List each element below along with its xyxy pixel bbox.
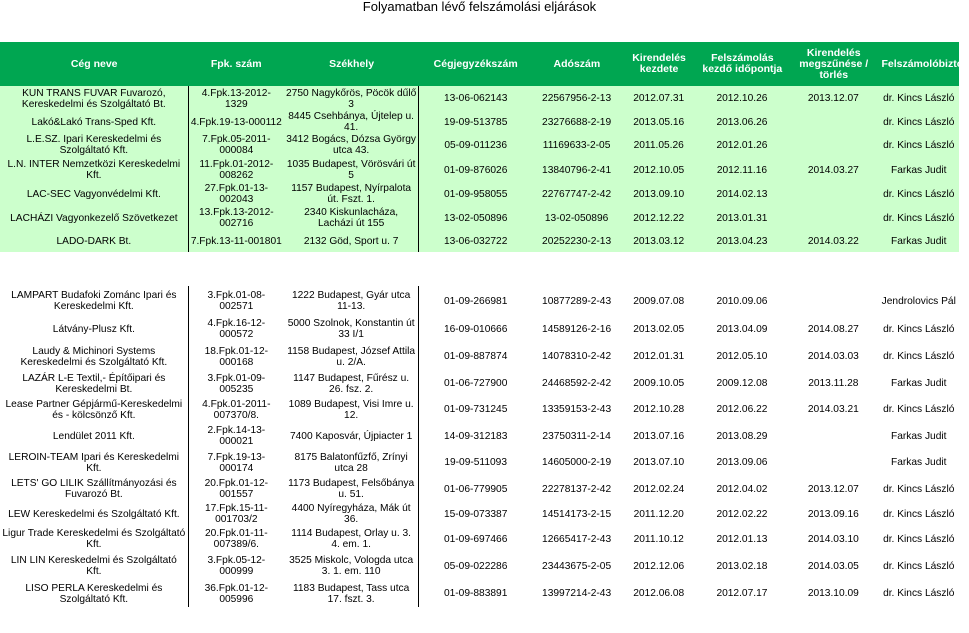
liquidation-start: 2013.01.31	[696, 205, 787, 231]
appointment-start: 2009.10.05	[621, 371, 696, 396]
company-name: L.E.SZ. Ipari Kereskedelmi és Szolgáltató Kft.	[0, 133, 188, 157]
seat-address: 8175 Balatonfűzfő, Zrínyi utca 28	[284, 449, 419, 476]
header-registry: Cégjegyzékszám	[419, 42, 532, 86]
tax-number: 13997214-2-43	[532, 580, 621, 607]
liquidation-start: 2012.10.26	[696, 86, 787, 111]
tax-number: 23443675-2-05	[532, 552, 621, 580]
registry-number: 01-09-958055	[419, 183, 532, 205]
company-name: Lakó&Lakó Trans-Sped Kft.	[0, 111, 188, 133]
seat-address: 1158 Budapest, József Attila u. 2/A.	[284, 342, 419, 371]
tax-number: 14605000-2-19	[532, 449, 621, 476]
liquidator: dr. Kincs László	[879, 526, 959, 552]
table-row	[0, 449, 959, 476]
tax-number: 22278137-2-42	[532, 476, 621, 502]
active-cases-table	[0, 86, 959, 252]
appointment-start: 2012.10.28	[621, 396, 696, 423]
liquidation-start: 2013.08.29	[696, 423, 787, 449]
liquidator: dr. Kincs László	[879, 183, 959, 205]
table-row	[0, 316, 959, 342]
appointment-end	[788, 423, 879, 449]
case-number: 18.Fpk.01-12-000168	[188, 342, 284, 371]
appointment-start: 2011.10.12	[621, 526, 696, 552]
liquidation-start: 2014.02.13	[696, 183, 787, 205]
seat-address: 1089 Budapest, Visi Imre u. 12.	[284, 396, 419, 423]
registry-number: 19-09-511093	[419, 449, 532, 476]
company-name: Lendület 2011 Kft.	[0, 423, 188, 449]
tax-number: 10877289-2-43	[532, 286, 621, 316]
table-row	[0, 423, 959, 449]
liquidation-start: 2009.12.08	[696, 371, 787, 396]
table-row	[0, 526, 959, 552]
tax-number: 11169633-2-05	[532, 133, 621, 157]
appointment-end	[788, 111, 879, 133]
liquidation-start: 2012.02.22	[696, 502, 787, 526]
liquidation-start: 2012.04.02	[696, 476, 787, 502]
seat-address: 8445 Csehbánya, Újtelep u. 41.	[284, 111, 419, 133]
table-row	[0, 133, 959, 157]
appointment-start: 2012.06.08	[621, 580, 696, 607]
seat-address: 3412 Bogács, Dózsa György utca 43.	[284, 133, 419, 157]
liquidator: Jendrolovics Pál	[879, 286, 959, 316]
appointment-start: 2012.12.22	[621, 205, 696, 231]
table-row	[0, 502, 959, 526]
appointment-start: 2012.01.31	[621, 342, 696, 371]
appointment-end: 2014.03.22	[788, 231, 879, 252]
table-row	[0, 286, 959, 316]
case-number: 3.Fpk.01-09-005235	[188, 371, 284, 396]
company-name: LAC-SEC Vagyonvédelmi Kft.	[0, 183, 188, 205]
tax-number: 14514173-2-15	[532, 502, 621, 526]
company-name: LIN LIN Kereskedelmi és Szolgáltató Kft.	[0, 552, 188, 580]
company-name: L.N. INTER Nemzetközi Kereskedelmi Kft.	[0, 157, 188, 183]
liquidation-start: 2013.04.09	[696, 316, 787, 342]
registry-number: 15-09-073387	[419, 502, 532, 526]
company-name: LETS' GO LILIK Szállítmányozási és Fuvarozó Bt.	[0, 476, 188, 502]
tax-number: 13-02-050896	[532, 205, 621, 231]
liquidator: Farkas Judit	[879, 231, 959, 252]
registry-number: 01-06-727900	[419, 371, 532, 396]
tax-number: 14078310-2-42	[532, 342, 621, 371]
seat-address: 3525 Miskolc, Vologda utca 3. 1. em. 110	[284, 552, 419, 580]
appointment-start: 2013.05.16	[621, 111, 696, 133]
case-number: 3.Fpk.05-12-000999	[188, 552, 284, 580]
liquidator: Farkas Judit	[879, 157, 959, 183]
appointment-end: 2013.12.07	[788, 86, 879, 111]
header-company: Cég neve	[0, 42, 188, 86]
company-name: Laudy & Michinori Systems Kereskedelmi és Szolgáltató Kft.	[0, 342, 188, 371]
appointment-end: 2014.08.27	[788, 316, 879, 342]
company-name: LEW Kereskedelmi és Szolgáltató Kft.	[0, 502, 188, 526]
appointment-end	[788, 133, 879, 157]
company-name: LISO PERLA Kereskedelmi és Szolgáltató Kft.	[0, 580, 188, 607]
page-title: Folyamatban lévő felszámolási eljárások	[362, 0, 597, 14]
table-row	[0, 86, 959, 111]
header-case-number: Fpk. szám	[188, 42, 284, 86]
liquidator: Farkas Judit	[879, 423, 959, 449]
appointment-start: 2013.07.16	[621, 423, 696, 449]
company-name: Látvány-Plusz Kft.	[0, 316, 188, 342]
case-number: 4.Fpk.16-12-000572	[188, 316, 284, 342]
appointment-start: 2012.10.05	[621, 157, 696, 183]
appointment-start: 2013.03.12	[621, 231, 696, 252]
liquidator: dr. Kincs László	[879, 580, 959, 607]
liquidation-start: 2013.06.26	[696, 111, 787, 133]
tax-number: 20252230-2-13	[532, 231, 621, 252]
seat-address: 1222 Budapest, Gyár utca 11-13.	[284, 286, 419, 316]
liquidation-start: 2013.02.18	[696, 552, 787, 580]
appointment-end	[788, 183, 879, 205]
appointment-end: 2013.10.09	[788, 580, 879, 607]
company-name: KUN TRANS FUVAR Fuvarozó, Kereskedelmi és Szolgáltató Bt.	[0, 86, 188, 111]
appointment-end: 2013.09.16	[788, 502, 879, 526]
appointment-start: 2013.02.05	[621, 316, 696, 342]
liquidator: dr. Kincs László	[879, 476, 959, 502]
header-appointment-start: Kirendelés kezdete	[622, 42, 697, 86]
header-tax-number: Adószám	[532, 42, 621, 86]
liquidation-start: 2012.11.16	[696, 157, 787, 183]
liquidator: Farkas Judit	[879, 371, 959, 396]
table-header	[0, 42, 969, 86]
liquidator: dr. Kincs László	[879, 396, 959, 423]
registry-number: 01-09-883891	[419, 580, 532, 607]
case-number: 7.Fpk.19-13-000174	[188, 449, 284, 476]
company-name: LADO-DARK Bt.	[0, 231, 188, 252]
table-row	[0, 396, 959, 423]
seat-address: 1114 Budapest, Orlay u. 3. 4. em. 1.	[284, 526, 419, 552]
liquidation-start: 2013.04.23	[696, 231, 787, 252]
liquidation-start: 2013.09.06	[696, 449, 787, 476]
appointment-end: 2014.03.27	[788, 157, 879, 183]
appointment-start: 2011.05.26	[621, 133, 696, 157]
company-name: LAZÁR L-E Textil,- Építőipari és Kereskedelmi Bt.	[0, 371, 188, 396]
tax-number: 12665417-2-43	[532, 526, 621, 552]
header-appointment-end: Kirendelés megszűnése / törlés	[788, 42, 879, 86]
seat-address: 2340 Kiskunlacháza, Lacházi út 155	[284, 205, 419, 231]
case-number: 20.Fpk.01-12-001557	[188, 476, 284, 502]
registry-number: 01-09-697466	[419, 526, 532, 552]
liquidator: Farkas Judit	[879, 449, 959, 476]
seat-address: 1173 Budapest, Felsőbánya u. 51.	[284, 476, 419, 502]
case-number: 7.Fpk.05-2011-000084	[188, 133, 284, 157]
liquidator: dr. Kincs László	[879, 552, 959, 580]
tax-number: 23750311-2-14	[532, 423, 621, 449]
liquidation-start: 2012.01.26	[696, 133, 787, 157]
case-number: 2.Fpk.14-13-000021	[188, 423, 284, 449]
appointment-start: 2009.07.08	[621, 286, 696, 316]
appointment-end: 2014.03.03	[788, 342, 879, 371]
liquidator: dr. Kincs László	[879, 205, 959, 231]
registry-number: 14-09-312183	[419, 423, 532, 449]
liquidation-start: 2010.09.06	[696, 286, 787, 316]
case-number: 4.Fpk.01-2011-007370/8.	[188, 396, 284, 423]
liquidation-start: 2012.01.13	[696, 526, 787, 552]
tax-number: 22767747-2-42	[532, 183, 621, 205]
case-number: 3.Fpk.01-08-002571	[188, 286, 284, 316]
registry-number: 01-09-887874	[419, 342, 532, 371]
registry-number: 05-09-011236	[419, 133, 532, 157]
case-number: 4.Fpk.13-2012-1329	[188, 86, 284, 111]
liquidator: dr. Kincs László	[879, 111, 959, 133]
other-cases-table	[0, 286, 959, 607]
registry-number: 16-09-010666	[419, 316, 532, 342]
liquidator: dr. Kincs László	[879, 86, 959, 111]
appointment-end: 2013.12.07	[788, 476, 879, 502]
header-seat: Székhely	[284, 42, 419, 86]
liquidator: dr. Kincs László	[879, 133, 959, 157]
liquidation-start: 2012.06.22	[696, 396, 787, 423]
case-number: 17.Fpk.15-11-001703/2	[188, 502, 284, 526]
seat-address: 7400 Kaposvár, Újpiacter 1	[284, 423, 419, 449]
case-number: 20.Fpk.01-11-007389/6.	[188, 526, 284, 552]
company-name: Lease Partner Gépjármű-Kereskedelmi és - kölcsönző Kft.	[0, 396, 188, 423]
tax-number: 22567956-2-13	[532, 86, 621, 111]
table-row	[0, 580, 959, 607]
registry-number: 05-09-022286	[419, 552, 532, 580]
case-number: 7.Fpk.13-11-001801	[188, 231, 284, 252]
header-liquidator: Felszámolóbiztos	[879, 42, 959, 86]
seat-address: 1183 Budapest, Tass utca 17. fszt. 3.	[284, 580, 419, 607]
header-liquidation-start: Felszámolás kezdő időpontja	[697, 42, 788, 86]
appointment-end: 2014.03.21	[788, 396, 879, 423]
table-row	[0, 111, 959, 133]
table-row	[0, 183, 959, 205]
liquidator: dr. Kincs László	[879, 342, 959, 371]
tax-number: 13359153-2-43	[532, 396, 621, 423]
seat-address: 2132 Göd, Sport u. 7	[284, 231, 419, 252]
tax-number: 13840796-2-41	[532, 157, 621, 183]
company-name: LEROIN-TEAM Ipari és Kereskedelmi Kft.	[0, 449, 188, 476]
company-name: Ligur Trade Kereskedelmi és Szolgáltató Kft.	[0, 526, 188, 552]
table-row	[0, 205, 959, 231]
registry-number: 01-09-876026	[419, 157, 532, 183]
registry-number: 13-06-032722	[419, 231, 532, 252]
seat-address: 4400 Nyíregyháza, Mák út 36.	[284, 502, 419, 526]
tax-number: 24468592-2-42	[532, 371, 621, 396]
registry-number: 01-06-779905	[419, 476, 532, 502]
liquidation-start: 2012.05.10	[696, 342, 787, 371]
liquidation-start: 2012.07.17	[696, 580, 787, 607]
appointment-end	[788, 449, 879, 476]
case-number: 36.Fpk.01-12-005996	[188, 580, 284, 607]
appointment-start: 2013.07.10	[621, 449, 696, 476]
liquidator: dr. Kincs László	[879, 316, 959, 342]
registry-number: 01-09-266981	[419, 286, 532, 316]
case-number: 13.Fpk.13-2012-002716	[188, 205, 284, 231]
case-number: 11.Fpk.01-2012-008262	[188, 157, 284, 183]
table-row	[0, 552, 959, 580]
seat-address: 5000 Szolnok, Konstantin út 33 I/1	[284, 316, 419, 342]
liquidator: dr. Kincs László	[879, 502, 959, 526]
appointment-start: 2011.12.20	[621, 502, 696, 526]
seat-address: 1035 Budapest, Vörösvári út 5	[284, 157, 419, 183]
appointment-end	[788, 286, 879, 316]
registry-number: 13-02-050896	[419, 205, 532, 231]
appointment-end	[788, 205, 879, 231]
table-row	[0, 476, 959, 502]
case-number: 4.Fpk.19-13-000112	[188, 111, 284, 133]
seat-address: 1147 Budapest, Fűrész u. 26. fsz. 2.	[284, 371, 419, 396]
tax-number: 23276688-2-19	[532, 111, 621, 133]
case-number: 27.Fpk.01-13-002043	[188, 183, 284, 205]
company-name: LAMPART Budafoki Zománc Ipari és Kereskedelmi Kft.	[0, 286, 188, 316]
tax-number: 14589126-2-16	[532, 316, 621, 342]
appointment-start: 2012.07.31	[621, 86, 696, 111]
company-name: LACHÁZI Vagyonkezelő Szövetkezet	[0, 205, 188, 231]
seat-address: 2750 Nagykőrös, Pöcök dűlő 3	[284, 86, 419, 111]
registry-number: 01-09-731245	[419, 396, 532, 423]
appointment-end: 2013.11.28	[788, 371, 879, 396]
appointment-end: 2014.03.05	[788, 552, 879, 580]
table-row	[0, 342, 959, 371]
registry-number: 13-06-062143	[419, 86, 532, 111]
table-row	[0, 157, 959, 183]
appointment-end: 2014.03.10	[788, 526, 879, 552]
appointment-start: 2012.12.06	[621, 552, 696, 580]
appointment-start: 2012.02.24	[621, 476, 696, 502]
seat-address: 1157 Budapest, Nyírpalota út. Fszt. 1.	[284, 183, 419, 205]
table-row	[0, 371, 959, 396]
table-row	[0, 231, 959, 252]
registry-number: 19-09-513785	[419, 111, 532, 133]
appointment-start: 2013.09.10	[621, 183, 696, 205]
